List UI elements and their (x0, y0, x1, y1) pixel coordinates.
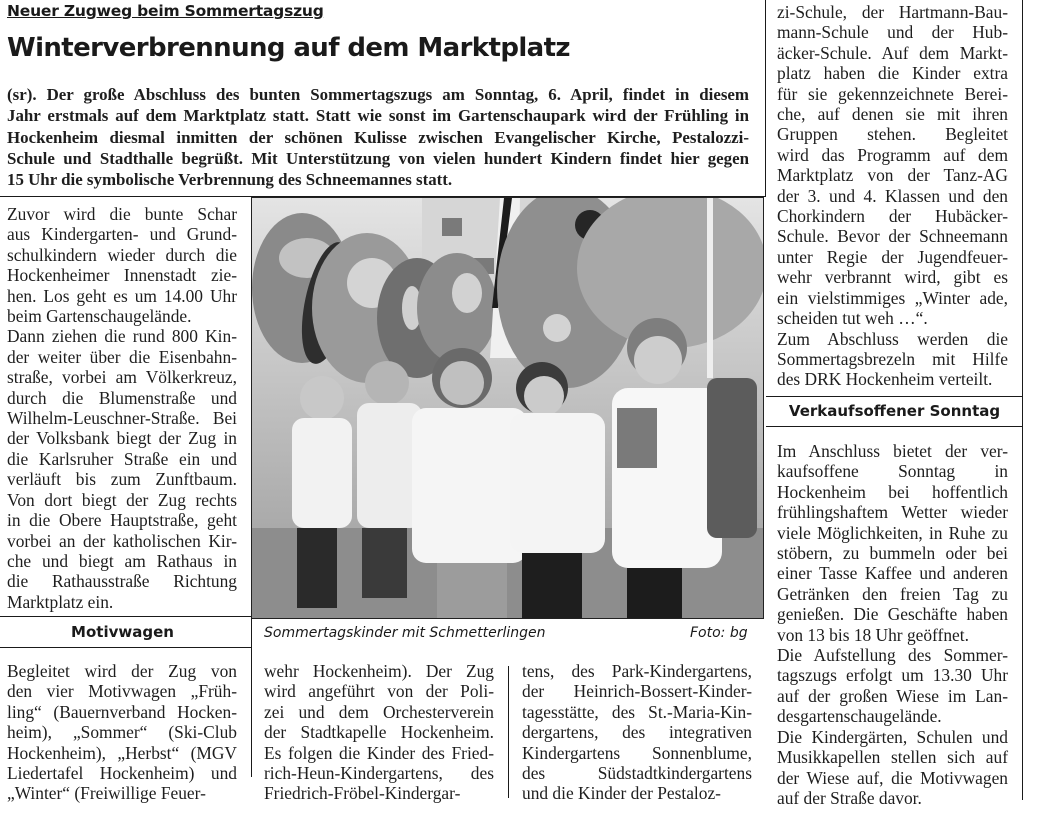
lede-line: (sr). Der große Abschluss des bunten Sommertagszugs am Sonntag, 6. April, findet in diesem (7, 85, 749, 104)
text-line: und die Kinder der Pestaloz- (522, 783, 721, 804)
text-line: Von dort biegt der Zug rechts (7, 489, 237, 510)
text-line: heim), „Sommer“ (Ski-Club (7, 722, 237, 743)
text-line: viele Möglichkeiten, in Ruhe zu (777, 522, 1008, 543)
text-line: ein vielstimmiges „Winter ade, (777, 287, 1008, 308)
motivwagen-top-rule (0, 616, 251, 617)
text-line: mann-Schule und der Hub- (777, 22, 1008, 43)
text-line: Es folgen die Kinder des Fried- (264, 742, 494, 763)
text-line: dergartens, des integrativen (522, 722, 752, 743)
text-line: des Südstadtkindergartens (522, 763, 752, 784)
lede-line: Schule und Stadthalle begrüßt. Mit Unterstützung von vielen hundert Kindern findet hier gegen (7, 148, 749, 168)
text-line: die Karlsruher Straße ein und (7, 448, 237, 469)
text-line: che und biegt am Rathaus in (7, 550, 237, 571)
text-line: scheiden tut weh …“. (777, 308, 928, 329)
text-line: Zum Abschluss werden die (777, 328, 1008, 349)
text-line: stöbern, zu bummeln oder bei (777, 543, 1008, 564)
text-line: Friedrich-Fröbel-Kindergar- (264, 783, 461, 804)
text-line: der 3. und 4. Klassen und den (777, 185, 1008, 206)
text-line: der Stadtkapelle Hockenheim. (264, 722, 494, 743)
text-line: straße, vorbei am Völkerkreuz, (7, 367, 237, 388)
text-line: Die Kindergärten, Schulen und (777, 726, 1008, 747)
text-line: Liedertafel Hockenheim) und (7, 763, 237, 784)
lede-line: Hockenheim diesmal inmitten der schönen Kulisse zwischen Evangelischer Kirche, Pestalozzi- (7, 127, 749, 147)
text-line: zi-Schule, der Hartmann-Bau- (777, 2, 1008, 22)
motivwagen-column-a (7, 661, 237, 804)
text-line: von 13 bis 18 Uhr geöffnet. (777, 624, 969, 645)
text-line: für sie gekennzeichnete Berei- (777, 83, 1008, 104)
motivwagen-column-b (264, 661, 494, 804)
text-line: Hockenheim), „Herbst“ (MGV (7, 742, 237, 763)
column-divider-b-c (508, 666, 509, 798)
text-line: Zuvor wird die bunte Schar (7, 204, 237, 224)
sonntag-top-rule (766, 396, 1023, 397)
text-line: auf der großen Wiese im Lan- (777, 685, 1008, 706)
text-line: Dann ziehen die rund 800 Kin- (7, 326, 237, 347)
article-lede (7, 84, 749, 190)
text-line: der Heinrich-Bossert-Kinder- (522, 681, 752, 702)
text-line: Die Aufstellung des Sommer- (777, 645, 1008, 666)
text-line: Im Anschluss bietet der ver- (777, 441, 1008, 461)
text-line: Sommertagsbrezeln mit Hilfe (777, 348, 1008, 369)
text-line: Marktplatz von der Tanz-AG (777, 165, 1008, 186)
text-line: desgartenschaugelände. (777, 706, 942, 727)
text-line: kaufsoffene Sonntag in (777, 461, 1008, 482)
text-line: den vier Motivwagen „Früh- (7, 681, 237, 702)
text-line: der weiter über die Eisenbahn- (7, 346, 237, 367)
text-line: Schule. Bevor der Schneemann (777, 226, 1008, 247)
column-4-text (777, 2, 1008, 390)
text-line: der Volksbank biegt der Zug in (7, 428, 237, 449)
text-line: des DRK Hockenheim verteilt. (777, 369, 993, 390)
text-line: wird angeführt von der Poli- (264, 681, 494, 702)
text-line: äcker-Schule. Auf dem Markt- (777, 42, 1008, 63)
text-line: tagszugs erfolgt um 13.30 Uhr (777, 665, 1008, 686)
text-line: vorbei an der katholischen Kir- (7, 530, 237, 551)
text-line: unter Regie der Jugendfeuer- (777, 246, 1008, 267)
text-line: tagesstätte, des St.-Maria-Kin- (522, 701, 752, 722)
text-line: hen. Los geht es um 14.00 Uhr (7, 285, 237, 306)
text-line: frühlingshaftem Wetter wieder (777, 502, 1008, 523)
text-line: Begleitet wird der Zug von (7, 661, 237, 681)
text-line: tens, des Park-Kindergartens, (522, 661, 752, 681)
lede-line: 15 Uhr die symbolische Verbrennung des Schneemannes statt. (7, 170, 453, 190)
text-line: Gruppen stehen. Begleitet (777, 124, 1008, 145)
text-line: Getränken den freien Tag zu (777, 583, 1008, 604)
text-line: Marktplatz ein. (7, 591, 114, 612)
column-divider-col4-right (1022, 0, 1023, 800)
text-line: beim Gartenschaugelände. (7, 306, 192, 327)
text-line: Chorkindern der Hubäcker- (777, 206, 1008, 227)
text-line: Musikkapellen stellen sich auf (777, 747, 1008, 768)
text-line: einer Tasse Kaffee und anderen (777, 563, 1008, 584)
text-line: durch die Blumenstraße und (7, 387, 237, 408)
text-line: genießen. Die Geschäfte haben (777, 604, 1008, 625)
text-line: wehr verbrannt wird, gibt es (777, 267, 1008, 288)
text-line: platz haben die Kinder extra (777, 63, 1008, 84)
text-line: Hockenheimer Innenstadt zie- (7, 265, 237, 286)
text-line: der Wiese auf, die Motivwagen (777, 767, 1008, 788)
section-heading-motivwagen: Motivwagen (71, 623, 174, 641)
article-headline: Winterverbrennung auf dem Marktplatz (7, 33, 570, 63)
photo-caption: Sommertagskinder mit Schmetterlingen (264, 625, 546, 641)
text-line: aus Kindergarten- und Grund- (7, 224, 237, 245)
sonntag-text (777, 441, 1008, 808)
text-line: zei und dem Orchesterverein (264, 701, 494, 722)
text-line: verläuft bis zum Zunftbaum. (7, 469, 237, 490)
text-line: Hockenheim bei hoffentlich (777, 481, 1008, 502)
text-line: Kindergartens Sonnenblume, (522, 742, 752, 763)
article-kicker: Neuer Zugweg beim Sommertagszug (7, 2, 324, 20)
photo-illustration (252, 198, 763, 618)
section-heading-verkaufsoffener-sonntag: Verkaufsoffener Sonntag (788, 402, 1001, 420)
text-line: „Winter“ (Freiwillige Feuer- (7, 783, 206, 804)
motivwagen-column-c (522, 661, 752, 804)
children-with-butterfly-wings-photo (251, 197, 764, 619)
column-divider-right-of-lede (765, 0, 766, 197)
text-line: in die Obere Hauptstraße, geht (7, 510, 237, 531)
text-line: die Rathausstraße Richtung (7, 571, 237, 592)
text-line: che, auf denen sie mit ihren (777, 104, 1008, 125)
text-line: rich-Heun-Kindergartens, des (264, 763, 494, 784)
sonntag-bottom-rule (766, 426, 1023, 427)
text-line: ling“ (Bauernverband Hocken- (7, 701, 237, 722)
text-line: Wilhelm-Leuschner-Straße. Bei (7, 408, 237, 429)
motivwagen-bottom-rule (0, 647, 251, 648)
text-line: wehr Hockenheim). Der Zug (264, 661, 494, 681)
caption-left-rule (251, 617, 252, 777)
lede-line: Jahr erstmals auf dem Marktplatz statt. Statt wie sonst im Gartenschaupark wird der Frühling in (7, 106, 749, 126)
text-line: schulkindern wieder durch die (7, 244, 237, 265)
column-1-text (7, 204, 237, 612)
text-line: wird das Programm auf dem (777, 144, 1008, 165)
text-line: auf der Straße davor. (777, 787, 922, 808)
photo-credit: Foto: bg (690, 625, 748, 641)
